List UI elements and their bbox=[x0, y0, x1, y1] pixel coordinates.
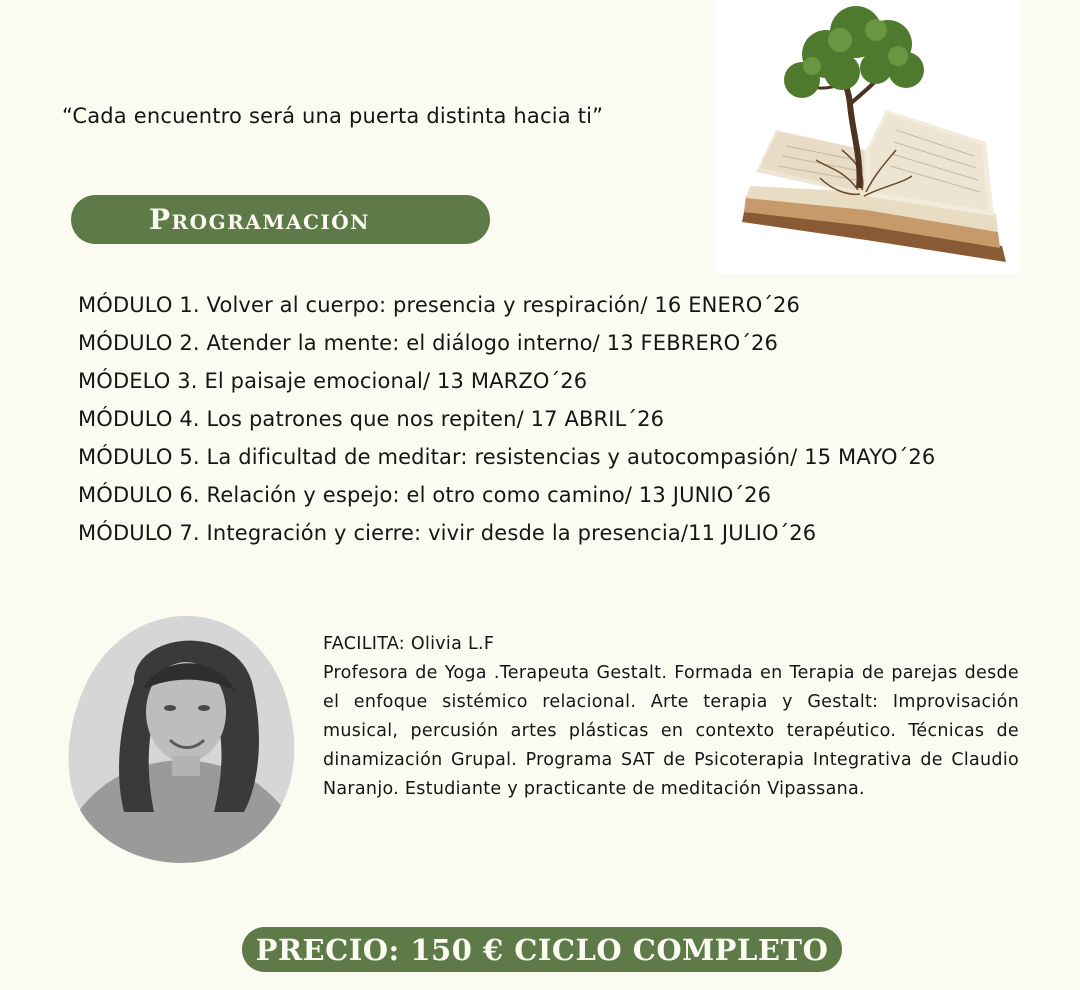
module-item: MÓDULO 4. Los patrones que nos repiten/ 17 ABRIL´26 bbox=[78, 407, 665, 431]
module-item: MÓDULO 1. Volver al cuerpo: presencia y respiración/ 16 ENERO´26 bbox=[78, 293, 801, 317]
module-item: MÓDULO 7. Integración y cierre: vivir desde la presencia/11 JULIO´26 bbox=[78, 521, 817, 545]
facilitator-info bbox=[323, 630, 1019, 804]
module-item: MÓDULO 6. Relación y espejo: el otro como camino/ 13 JUNIO´26 bbox=[78, 483, 772, 507]
facilitator-label: FACILITA: Olivia L.F bbox=[323, 634, 495, 654]
quote-text: “Cada encuentro será una puerta distinta hacia ti” bbox=[62, 104, 604, 128]
facilitator-bio: Profesora de Yoga .Terapeuta Gestalt. Formada en Terapia de parejas desde el enfoque sistémico relacional. Arte terapia y Gestalt: Improvisación musical, percusión artes plásticas en contexto terapéutico. Técnicas de dinamización Grupal. Programa SAT de Psicoterapia Integrativa de Claudio Naranjo. Estudiante y practicante de meditación Vipassana. bbox=[323, 663, 1019, 799]
facilitator-portrait bbox=[64, 612, 300, 864]
module-list bbox=[78, 289, 935, 555]
programacion-title: Programación bbox=[149, 203, 370, 236]
programacion-heading bbox=[71, 195, 490, 244]
price-text: PRECIO: 150 € CICLO COMPLETO bbox=[255, 932, 829, 967]
tree-book-illustration bbox=[716, 0, 1020, 274]
module-item: MÓDELO 3. El paisaje emocional/ 13 MARZO´26 bbox=[78, 369, 588, 393]
module-item: MÓDULO 2. Atender la mente: el diálogo interno/ 13 FEBRERO´26 bbox=[78, 331, 779, 355]
module-item: MÓDULO 5. La dificultad de meditar: resistencias y autocompasión/ 15 MAYO´26 bbox=[78, 445, 936, 469]
price-banner bbox=[242, 927, 842, 972]
